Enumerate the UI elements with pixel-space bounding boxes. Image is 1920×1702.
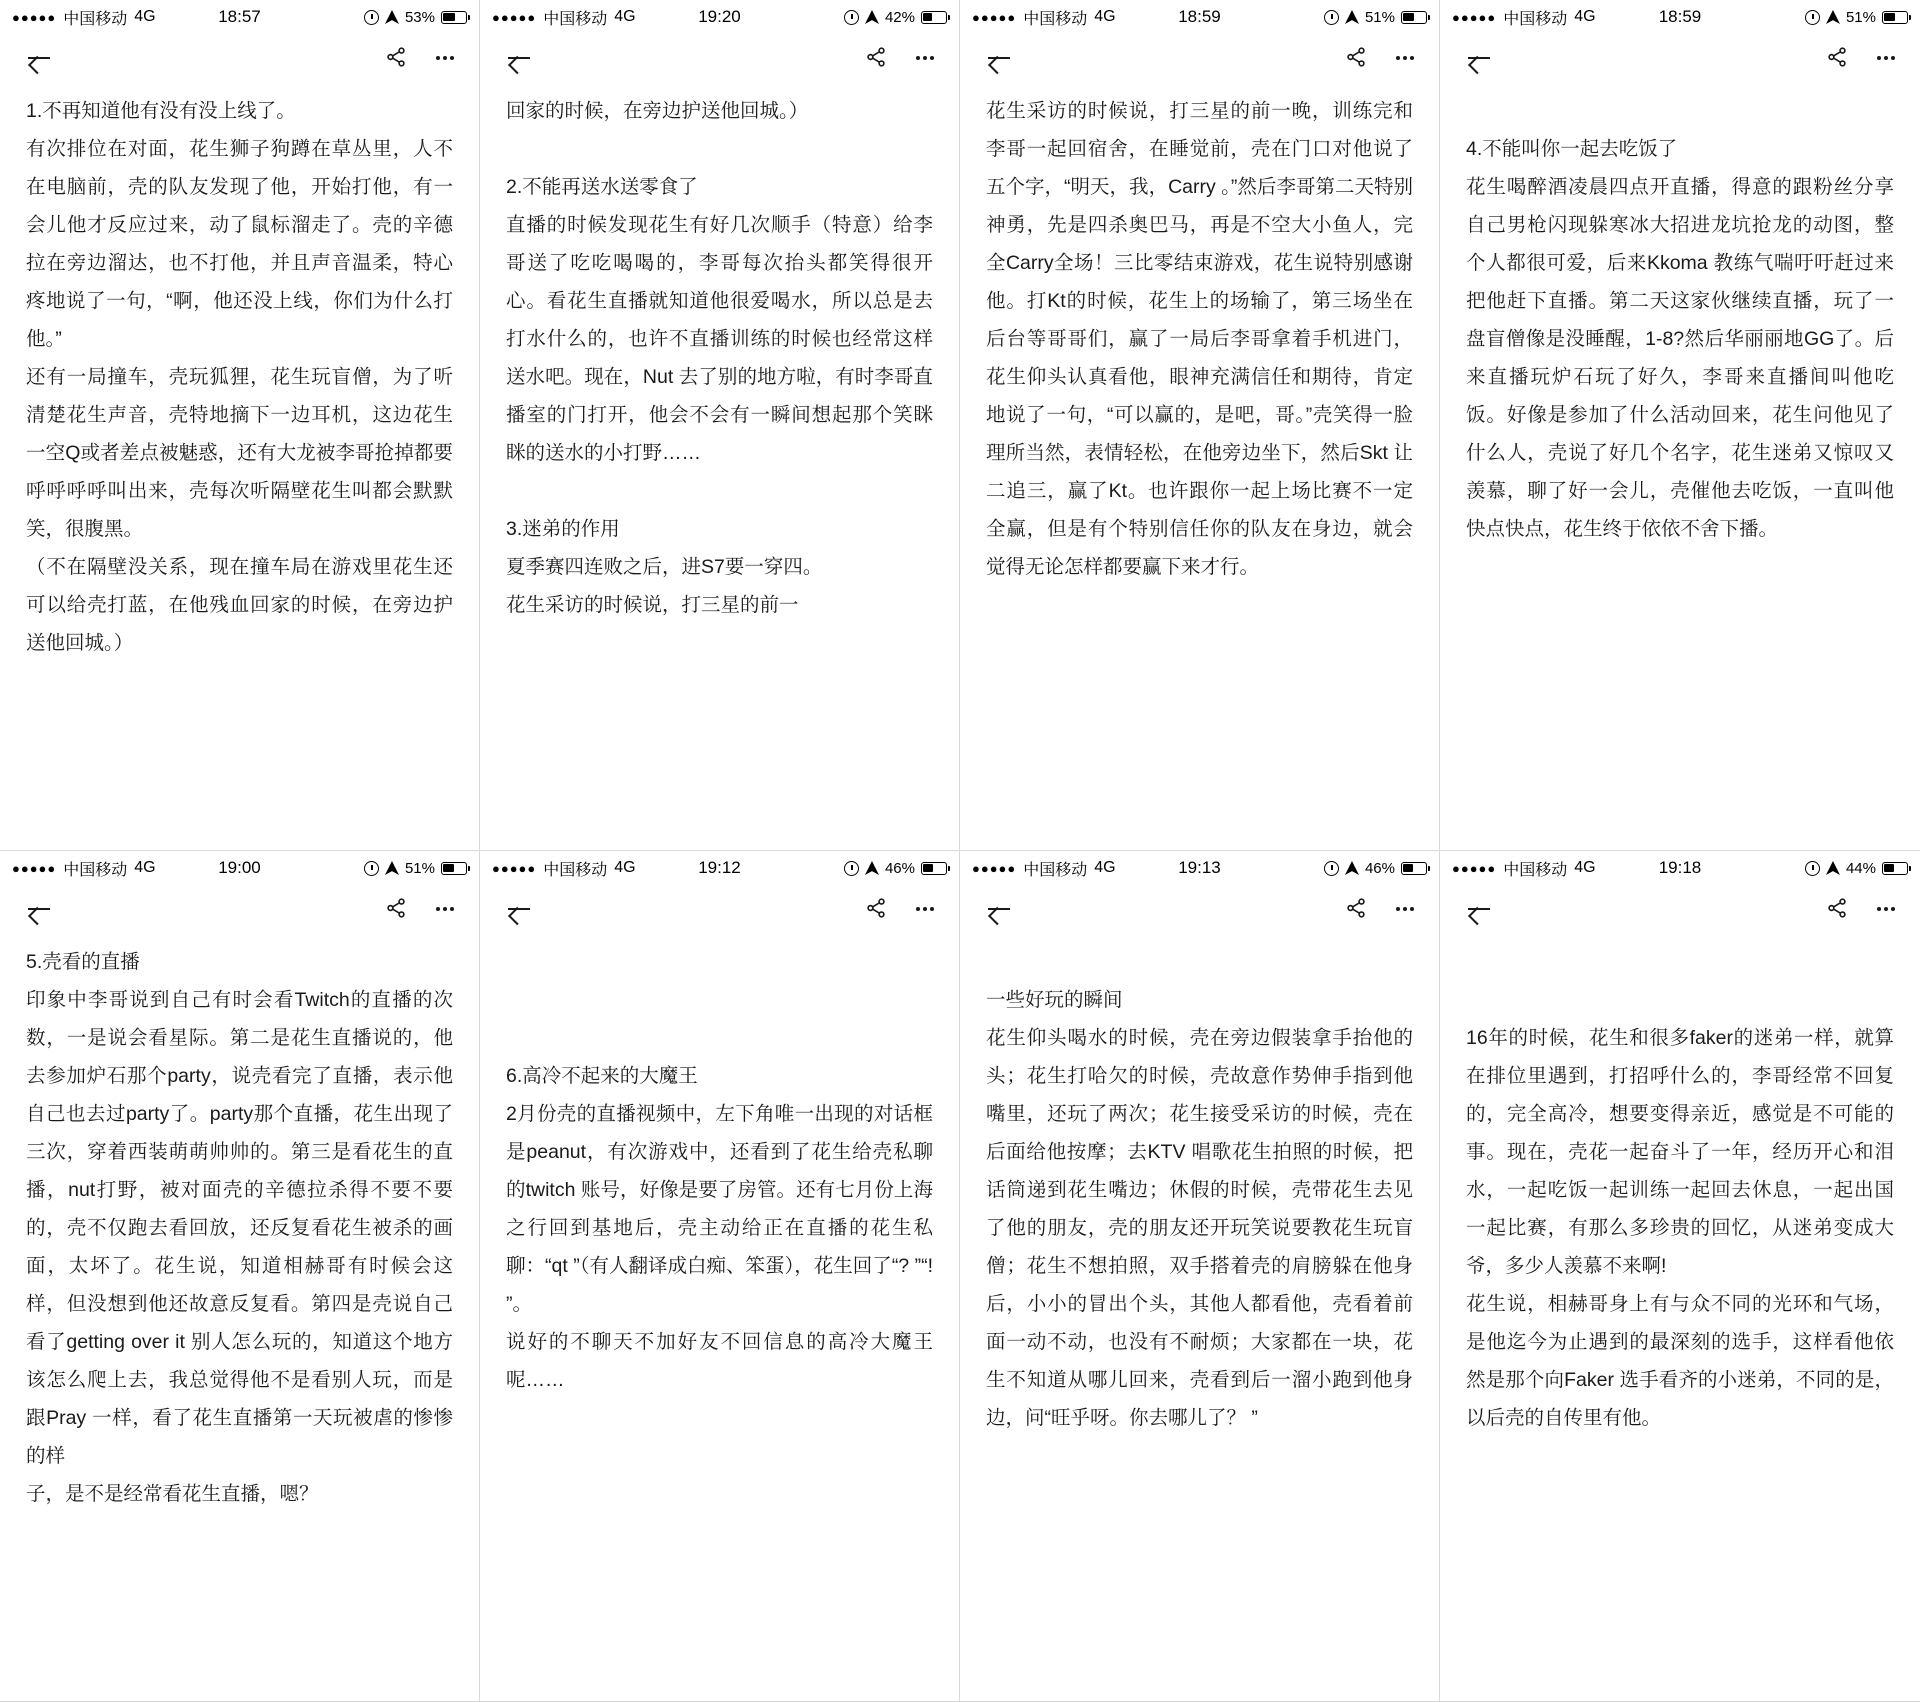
article-paragraph: 6.高冷不起来的大魔王 (506, 1065, 698, 1087)
clock-label: 19:13 (1178, 858, 1221, 877)
share-icon[interactable] (1826, 897, 1848, 921)
article-paragraph: 花生采访的时候说，打三星的前一晚，训练完和李哥一起回宿舍，在睡觉前，壳在门口对他说了五个字，“明天，我，Carry 。”然后李哥第二天特别神勇，先是四杀奥巴马，再是不空大小鱼人，完全Carry全场！三比零结束游戏，花生说特别感谢他。打Kt的时候，花生上的场输了，第三场坐在后台等哥哥们，赢了一局后李哥拿着手机进门，花生仰头认真看他，眼神充满信任和期待，肯定地说了一句，“可以赢的，是吧，哥。”壳笑得一脸理所当然，表情轻松，在他旁边坐下，然后Skt 让二追三，赢了Kt。也许跟你一起上场比赛不一定全赢，但是有个特别信任你的队友在身边，就会觉得无论怎样都要赢下来才行。 (986, 100, 1413, 578)
do-not-disturb-icon (364, 861, 379, 876)
clock-label: 19:20 (698, 7, 741, 26)
more-options-icon[interactable] (1393, 46, 1417, 70)
signal-dots-icon: ●●●●● (492, 9, 537, 25)
network-type-label: 4G (614, 8, 636, 25)
screenshot-panel (960, 0, 1440, 851)
location-icon (1826, 861, 1840, 875)
article-paragraph: 说好的不聊天不加好友不回信息的高冷大魔王呢…… (506, 1331, 933, 1391)
battery-icon (1401, 862, 1427, 875)
carrier-label: 中国移动 (1503, 861, 1568, 879)
status-left (1452, 6, 1596, 29)
back-arrow-icon[interactable] (984, 894, 1014, 924)
screenshot-panel (960, 851, 1440, 1702)
navigation-bar (480, 885, 959, 933)
back-arrow-icon[interactable] (1464, 894, 1494, 924)
article-body (480, 933, 959, 1702)
location-icon (1345, 861, 1359, 875)
status-right (844, 860, 947, 877)
share-icon[interactable] (385, 46, 407, 70)
status-right (1805, 9, 1908, 26)
location-icon (385, 10, 399, 24)
article-paragraph: 一些好玩的瞬间 (986, 989, 1123, 1011)
clock-label: 18:59 (1178, 7, 1221, 26)
share-icon[interactable] (1826, 46, 1848, 70)
status-right (1805, 860, 1908, 877)
status-bar (0, 0, 479, 34)
location-icon (1345, 10, 1359, 24)
do-not-disturb-icon (1324, 861, 1339, 876)
share-icon[interactable] (865, 897, 887, 921)
article-paragraph: 子，是不是经常看花生直播，嗯？ (26, 1483, 319, 1505)
navigation-bar (1440, 34, 1920, 82)
share-icon[interactable] (385, 897, 407, 921)
screenshot-panel (1440, 0, 1920, 851)
vertical-spacer (1466, 92, 1894, 130)
battery-percent-label: 53% (404, 8, 435, 26)
battery-percent-label: 46% (1364, 859, 1395, 877)
clock-label: 19:00 (218, 858, 261, 877)
screenshot-panel (480, 0, 960, 851)
article-paragraph: （不在隔壁没关系，现在撞车局在游戏里花生还可以给壳打蓝，在他残血回家的时候，在旁边护送他回城。） (26, 556, 453, 654)
clock-label: 19:18 (1658, 858, 1702, 877)
signal-dots-icon: ●●●●● (972, 860, 1017, 876)
article-body (960, 933, 1439, 1702)
status-bar (960, 851, 1439, 885)
network-type-label: 4G (1574, 8, 1596, 25)
battery-percent-label: 51% (1845, 8, 1876, 26)
navigation-actions (1345, 46, 1417, 70)
article-body (1440, 933, 1920, 1702)
article-paragraph: 2.不能再送水送零食了 (506, 176, 698, 198)
status-bar (480, 851, 959, 885)
article-paragraph: 3.迷弟的作用 (506, 518, 620, 540)
battery-icon (1882, 11, 1908, 24)
navigation-actions (865, 897, 937, 921)
network-type-label: 4G (1094, 8, 1116, 25)
battery-percent-label: 42% (884, 8, 915, 26)
vertical-spacer (506, 943, 933, 1057)
navigation-bar (0, 885, 479, 933)
article-body (1440, 82, 1920, 851)
status-bar (960, 0, 1439, 34)
signal-dots-icon: ●●●●● (12, 860, 57, 876)
location-icon (1826, 10, 1840, 24)
navigation-actions (865, 46, 937, 70)
navigation-actions (385, 897, 457, 921)
navigation-actions (385, 46, 457, 70)
status-left (972, 857, 1116, 880)
do-not-disturb-icon (1805, 861, 1820, 876)
vertical-spacer (1466, 943, 1894, 1019)
back-arrow-icon[interactable] (24, 894, 54, 924)
share-icon[interactable] (1345, 46, 1367, 70)
article-paragraph: 还有一局撞车，壳玩狐狸，花生玩盲僧，为了听清楚花生声音，壳特地摘下一边耳机，这边花生一空Q或者差点被魅惑，还有大龙被李哥抢掉都要呼呼呼呼叫出来，壳每次听隔壁花生叫都会默默笑，很腹黑。 (26, 366, 453, 540)
network-type-label: 4G (614, 859, 636, 876)
signal-dots-icon: ●●●●● (1452, 860, 1497, 876)
navigation-bar (0, 34, 479, 82)
article-paragraph: 花生喝醉酒凌晨四点开直播，得意的跟粉丝分享自己男枪闪现躲寒冰大招进龙坑抢龙的动图，整个人都很可爱，后来Kkoma 教练气喘吁吁赶过来把他赶下直播。第二天这家伙继续直播，玩了一盘盲僧像是没睡醒，1-8?然后华丽丽地GG了。后来直播玩炉石玩了好久，李哥来直播间叫他吃饭。好像是参加了什么活动回来，花生问他见了什么人，壳说了好几个名字，花生迷弟又惊叹又羡慕，聊了好一会儿，壳催他去吃饭，一直叫他快点快点，花生终于依依不舍下播。 (1466, 176, 1894, 540)
article-paragraph: 5.壳看的直播 (26, 951, 140, 973)
network-type-label: 4G (134, 859, 156, 876)
signal-dots-icon: ●●●●● (972, 9, 1017, 25)
navigation-actions (1826, 46, 1898, 70)
battery-icon (441, 862, 467, 875)
battery-icon (921, 862, 947, 875)
article-body (960, 82, 1439, 851)
clock-label: 18:59 (1658, 7, 1702, 26)
network-type-label: 4G (1574, 859, 1596, 876)
status-bar (1440, 0, 1920, 34)
navigation-actions (1345, 897, 1417, 921)
carrier-label: 中国移动 (63, 861, 128, 879)
navigation-bar (480, 34, 959, 82)
status-left (492, 6, 636, 29)
do-not-disturb-icon (1324, 10, 1339, 25)
screenshot-panel (480, 851, 960, 1702)
more-options-icon[interactable] (913, 46, 937, 70)
status-right (1324, 860, 1427, 877)
battery-percent-label: 46% (884, 859, 915, 877)
status-right (1324, 9, 1427, 26)
status-bar (480, 0, 959, 34)
signal-dots-icon: ●●●●● (1452, 9, 1497, 25)
status-right (364, 9, 467, 26)
article-paragraph: 花生仰头喝水的时候，壳在旁边假装拿手抬他的头；花生打哈欠的时候，壳故意作势伸手指到他嘴里，还玩了两次；花生接受采访的时候，壳在后面给他按摩；去KTV 唱歌花生拍照的时候，把话筒递到花生嘴边；休假的时候，壳带花生去见了他的朋友，壳的朋友还开玩笑说要教花生玩盲僧；花生不想拍照，双手搭着壳的肩膀躲在他身后，小小的冒出个头，其他人都看他，壳看着前面一动不动，也没有不耐烦；大家都在一块，花生不知道从哪儿回来，壳看到后一溜小跑到他身边，问“旺乎呀。你去哪儿了？ ” (986, 1027, 1413, 1429)
signal-dots-icon: ●●●●● (492, 860, 537, 876)
do-not-disturb-icon (1805, 10, 1820, 25)
article-body (0, 933, 479, 1702)
more-options-icon[interactable] (433, 46, 457, 70)
do-not-disturb-icon (364, 10, 379, 25)
status-bar (0, 851, 479, 885)
screenshot-panel (1440, 851, 1920, 1702)
share-icon[interactable] (1345, 897, 1367, 921)
carrier-label: 中国移动 (543, 10, 608, 28)
screenshot-panel (0, 851, 480, 1702)
navigation-bar (1440, 885, 1920, 933)
battery-percent-label: 51% (1364, 8, 1395, 26)
status-bar (1440, 851, 1920, 885)
article-paragraph: 有次排位在对面，花生狮子狗蹲在草丛里，人不在电脑前，壳的队友发现了他，开始打他，有一会儿他才反应过来，动了鼠标溜走了。壳的辛德拉在旁边溜达，也不打他，并且声音温柔，特心疼地说了一句，“啊，他还没上线，你们为什么打他。” (26, 138, 453, 350)
article-body (480, 82, 959, 851)
more-options-icon[interactable] (1874, 897, 1898, 921)
article-paragraph: 4.不能叫你一起去吃饭了 (1466, 138, 1678, 160)
location-icon (385, 861, 399, 875)
status-left (12, 857, 156, 880)
carrier-label: 中国移动 (543, 861, 608, 879)
more-options-icon[interactable] (1393, 897, 1417, 921)
article-paragraph: 16年的时候，花生和很多faker的迷弟一样，就算在排位里遇到，打招呼什么的，李哥经常不回复的，完全高冷，想要变得亲近，感觉是不可能的事。现在，壳花一起奋斗了一年，经历开心和泪水，一起吃饭一起训练一起回去休息，一起出国一起比赛，有那么多珍贵的回忆，从迷弟变成大爷，多少人羡慕不来啊! (1466, 1027, 1894, 1277)
navigation-actions (1826, 897, 1898, 921)
clock-label: 19:12 (698, 858, 741, 877)
share-icon[interactable] (865, 46, 887, 70)
article-body (0, 82, 479, 851)
article-paragraph: 夏季赛四连败之后，进S7要一穿四。 (506, 556, 823, 578)
more-options-icon[interactable] (433, 897, 457, 921)
navigation-bar (960, 885, 1439, 933)
status-left (492, 857, 636, 880)
battery-icon (1401, 11, 1427, 24)
status-right (364, 860, 467, 877)
back-arrow-icon[interactable] (984, 43, 1014, 73)
carrier-label: 中国移动 (1503, 10, 1568, 28)
status-left (972, 6, 1116, 29)
back-arrow-icon[interactable] (504, 894, 534, 924)
battery-percent-label: 44% (1845, 859, 1876, 877)
screenshot-panel (0, 0, 480, 851)
signal-dots-icon: ●●●●● (12, 9, 57, 25)
article-paragraph: 花生说，相赫哥身上有与众不同的光环和气场，是他迄今为止遇到的最深刻的选手，这样看他依然是那个向Faker 选手看齐的小迷弟，不同的是，以后壳的自传里有他。 (1466, 1293, 1894, 1429)
article-paragraph: 花生采访的时候说，打三星的前一 (506, 594, 799, 616)
more-options-icon[interactable] (913, 897, 937, 921)
carrier-label: 中国移动 (1023, 10, 1088, 28)
network-type-label: 4G (1094, 859, 1116, 876)
article-paragraph: 2月份壳的直播视频中，左下角唯一出现的对话框是peanut，有次游戏中，还看到了花生给壳私聊的twitch 账号，好像是要了房管。还有七月份上海之行回到基地后，壳主动给正在直播的花生私聊：“qt ”（有人翻译成白痴、笨蛋），花生回了“? ”“! ”。 (506, 1103, 933, 1315)
carrier-label: 中国移动 (63, 10, 128, 28)
do-not-disturb-icon (844, 861, 859, 876)
battery-percent-label: 51% (404, 859, 435, 877)
article-paragraph: 印象中李哥说到自己有时会看Twitch的直播的次数，一是说会看星际。第二是花生直播说的，他去参加炉石那个party，说壳看完了直播，表示他自己也去过party了。party那个直播，花生出现了三次，穿着西装萌萌帅帅的。第三是看花生的直播，nut打野，被对面壳的辛德拉杀得不要不要的，壳不仅跑去看回放，还反复看花生被杀的画面，太坏了。花生说，知道相赫哥有时候会这样，但没想到他还故意反复看。第四是壳说自己看了getting over it 别人怎么玩的，知道这个地方该怎么爬上去，我总觉得他不是看别人玩，而是跟Pray 一样，看了花生直播第一天玩被虐的惨惨的样 (26, 989, 453, 1467)
article-paragraph: 回家的时候，在旁边护送他回城。） (506, 100, 809, 122)
status-right (844, 9, 947, 26)
clock-label: 18:57 (218, 7, 261, 26)
network-type-label: 4G (134, 8, 156, 25)
location-icon (865, 10, 879, 24)
battery-icon (1882, 862, 1908, 875)
article-paragraph: 1.不再知道他有没有没上线了。 (26, 100, 296, 122)
article-paragraph: 直播的时候发现花生有好几次顺手（特意）给李哥送了吃吃喝喝的，李哥每次抬头都笑得很开心。看花生直播就知道他很爱喝水，所以总是去打水什么的，也许不直播训练的时候也经常这样送水吧。现在，Nut 去了别的地方啦，有时李哥直播室的门打开，他会不会有一瞬间想起那个笑眯眯的送水的小打野…… (506, 214, 933, 464)
more-options-icon[interactable] (1874, 46, 1898, 70)
navigation-bar (960, 34, 1439, 82)
vertical-spacer (986, 943, 1413, 981)
status-left (12, 6, 156, 29)
location-icon (865, 861, 879, 875)
back-arrow-icon[interactable] (1464, 43, 1494, 73)
back-arrow-icon[interactable] (24, 43, 54, 73)
status-left (1452, 857, 1596, 880)
battery-icon (441, 11, 467, 24)
battery-icon (921, 11, 947, 24)
do-not-disturb-icon (844, 10, 859, 25)
carrier-label: 中国移动 (1023, 861, 1088, 879)
back-arrow-icon[interactable] (504, 43, 534, 73)
